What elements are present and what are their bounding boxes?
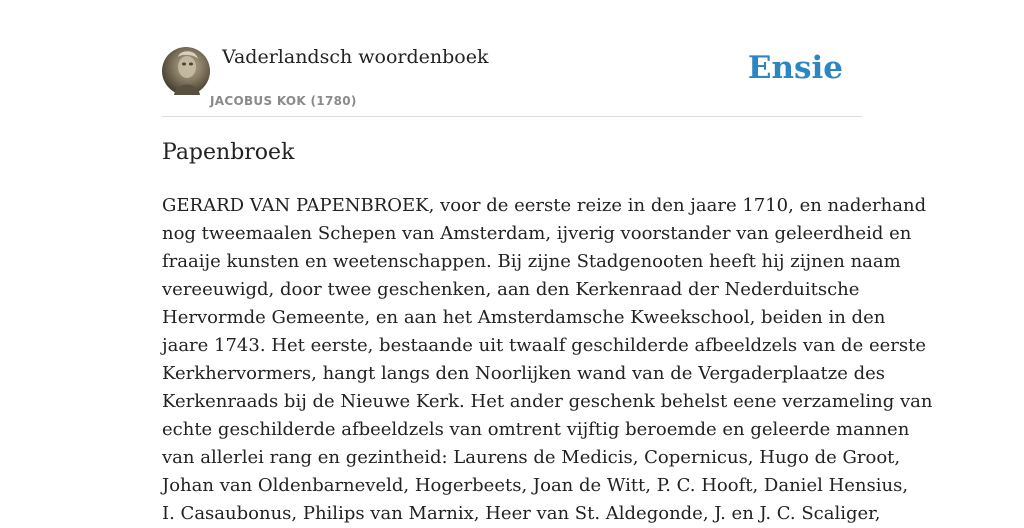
entry-line: Kerkenraads bij de Nieuwe Kerk. Het ander geschenk behelst eene verzameling van xyxy=(162,391,933,412)
book-header xyxy=(162,0,862,117)
book-title[interactable]: Vaderlandsch woordenboek xyxy=(222,46,489,68)
entry-title: Papenbroek xyxy=(162,140,295,165)
entry-line: Hervormde Gemeente, en aan het Amsterdamsche Kweekschool, beiden in den xyxy=(162,307,886,328)
entry-line: echte geschilderde afbeeldzels van omtrent vijftig beroemde en geleerde mannen xyxy=(162,419,910,440)
entry-line: Kerkhervormers, hangt langs den Noorlijken wand van de Vergaderplaatze des xyxy=(162,363,886,384)
author-name: JACOBUS KOK (1780) xyxy=(210,94,357,108)
entry-line: van allerlei rang en gezintheid: Laurens de Medicis, Copernicus, Hugo de Groot, xyxy=(162,447,901,468)
entry-line: nog tweemaalen Schepen van Amsterdam, ijverig voorstander van geleerdheid en xyxy=(162,223,912,244)
entry-line: GERARD VAN PAPENBROEK, voor de eerste reize in den jaare 1710, en naderhand xyxy=(162,195,927,216)
ensie-logo-link[interactable]: Ensie xyxy=(747,50,843,86)
entry-body xyxy=(162,192,933,528)
entry-line: jaare 1743. Het eerste, bestaande uit twaalf geschilderde afbeeldzels van de eerste xyxy=(162,335,926,356)
entry-line: I. Casaubonus, Philips van Marnix, Heer van St. Aldegonde, J. en J. C. Scaliger, xyxy=(162,503,881,524)
entry-line: Johan van Oldenbarneveld, Hogerbeets, Joan de Witt, P. C. Hooft, Daniel Hensius, xyxy=(162,475,909,496)
entry-line: fraaije kunsten en weetenschappen. Bij zijne Stadgenooten heeft hij zijnen naam xyxy=(162,251,901,272)
author-portrait-icon[interactable] xyxy=(162,47,210,95)
entry-line: vereeuwigd, door twee geschenken, aan den Kerkenraad der Nederduitsche xyxy=(162,279,860,300)
page-container xyxy=(162,0,933,524)
